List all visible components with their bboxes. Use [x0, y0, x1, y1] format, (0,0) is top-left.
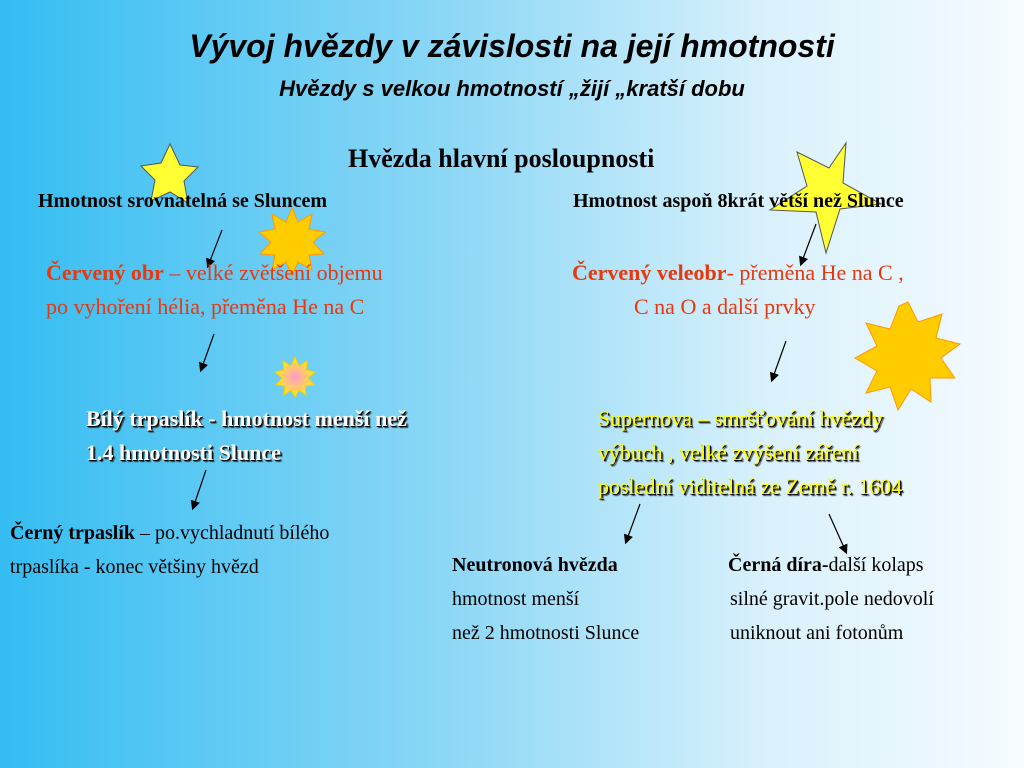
arrow-to-black-hole	[829, 514, 846, 552]
red-supergiant-desc-2: C na O a další prvky	[634, 294, 816, 319]
red-giant-desc-2: po vyhoření hélia, přeměna He na C	[46, 294, 365, 319]
red-giant-block	[46, 256, 383, 324]
black-hole-name: Černá díra-	[728, 554, 829, 576]
black-hole-block	[728, 548, 934, 650]
page-subtitle: Hvězdy s velkou hmotností „žijí „kratší dobu	[279, 76, 745, 101]
red-supergiant-block	[572, 256, 904, 324]
left-mass-label: Hmotnost srovnatelná se Sluncem	[38, 190, 328, 212]
burst-white-dwarf-icon	[275, 357, 315, 397]
black-hole-desc-2: silné gravit.pole nedovolí	[730, 588, 934, 610]
main-sequence-heading: Hvězda hlavní posloupnosti	[348, 144, 655, 173]
red-supergiant-desc-1: - přeměna He na C ,	[726, 260, 904, 285]
black-dwarf-block	[10, 516, 329, 584]
red-supergiant-name: Červený veleobr	[572, 260, 727, 285]
arrow-to-black-dwarf	[193, 470, 206, 508]
right-mass-label: Hmotnost aspoň 8krát větší než Slunce	[573, 190, 904, 212]
red-giant-desc-1: – velké zvětšení objemu	[163, 260, 383, 285]
supernova-line-1: Supernova – smršťování hvězdy	[598, 406, 883, 431]
page-title: Vývoj hvězdy v závislosti na její hmotnosti	[189, 28, 835, 64]
black-dwarf-desc-2: trpaslíka - konec většiny hvězd	[10, 556, 259, 578]
arrow-to-neutron-star	[626, 504, 640, 542]
arrow-to-white-dwarf	[201, 334, 214, 370]
neutron-star-desc-3: než 2 hmotnosti Slunce	[452, 622, 640, 644]
white-dwarf-line-1: Bílý trpaslík - hmotnost menší než	[86, 406, 407, 431]
arrow-to-supernova	[772, 341, 786, 380]
red-giant-name: Červený obr	[46, 260, 164, 285]
supernova-block	[598, 402, 902, 504]
white-dwarf-block	[86, 402, 407, 470]
black-dwarf-name: Černý trpaslík	[10, 522, 135, 544]
black-hole-desc-3: uniknout ani fotonům	[730, 622, 904, 644]
neutron-star-name: Neutronová hvězda	[452, 554, 618, 576]
neutron-star-block	[452, 548, 639, 650]
black-hole-desc-1: další kolaps	[828, 554, 924, 576]
supernova-line-2: výbuch , velké zvýšení záření	[598, 440, 859, 465]
white-dwarf-line-2: 1.4 hmotnosti Slunce	[86, 440, 281, 465]
black-dwarf-desc-1: – po.vychladnutí bílého	[135, 522, 330, 544]
neutron-star-desc-2: hmotnost menší	[452, 588, 580, 610]
supernova-line-3: poslední viditelná ze Země r. 1604	[598, 474, 903, 499]
